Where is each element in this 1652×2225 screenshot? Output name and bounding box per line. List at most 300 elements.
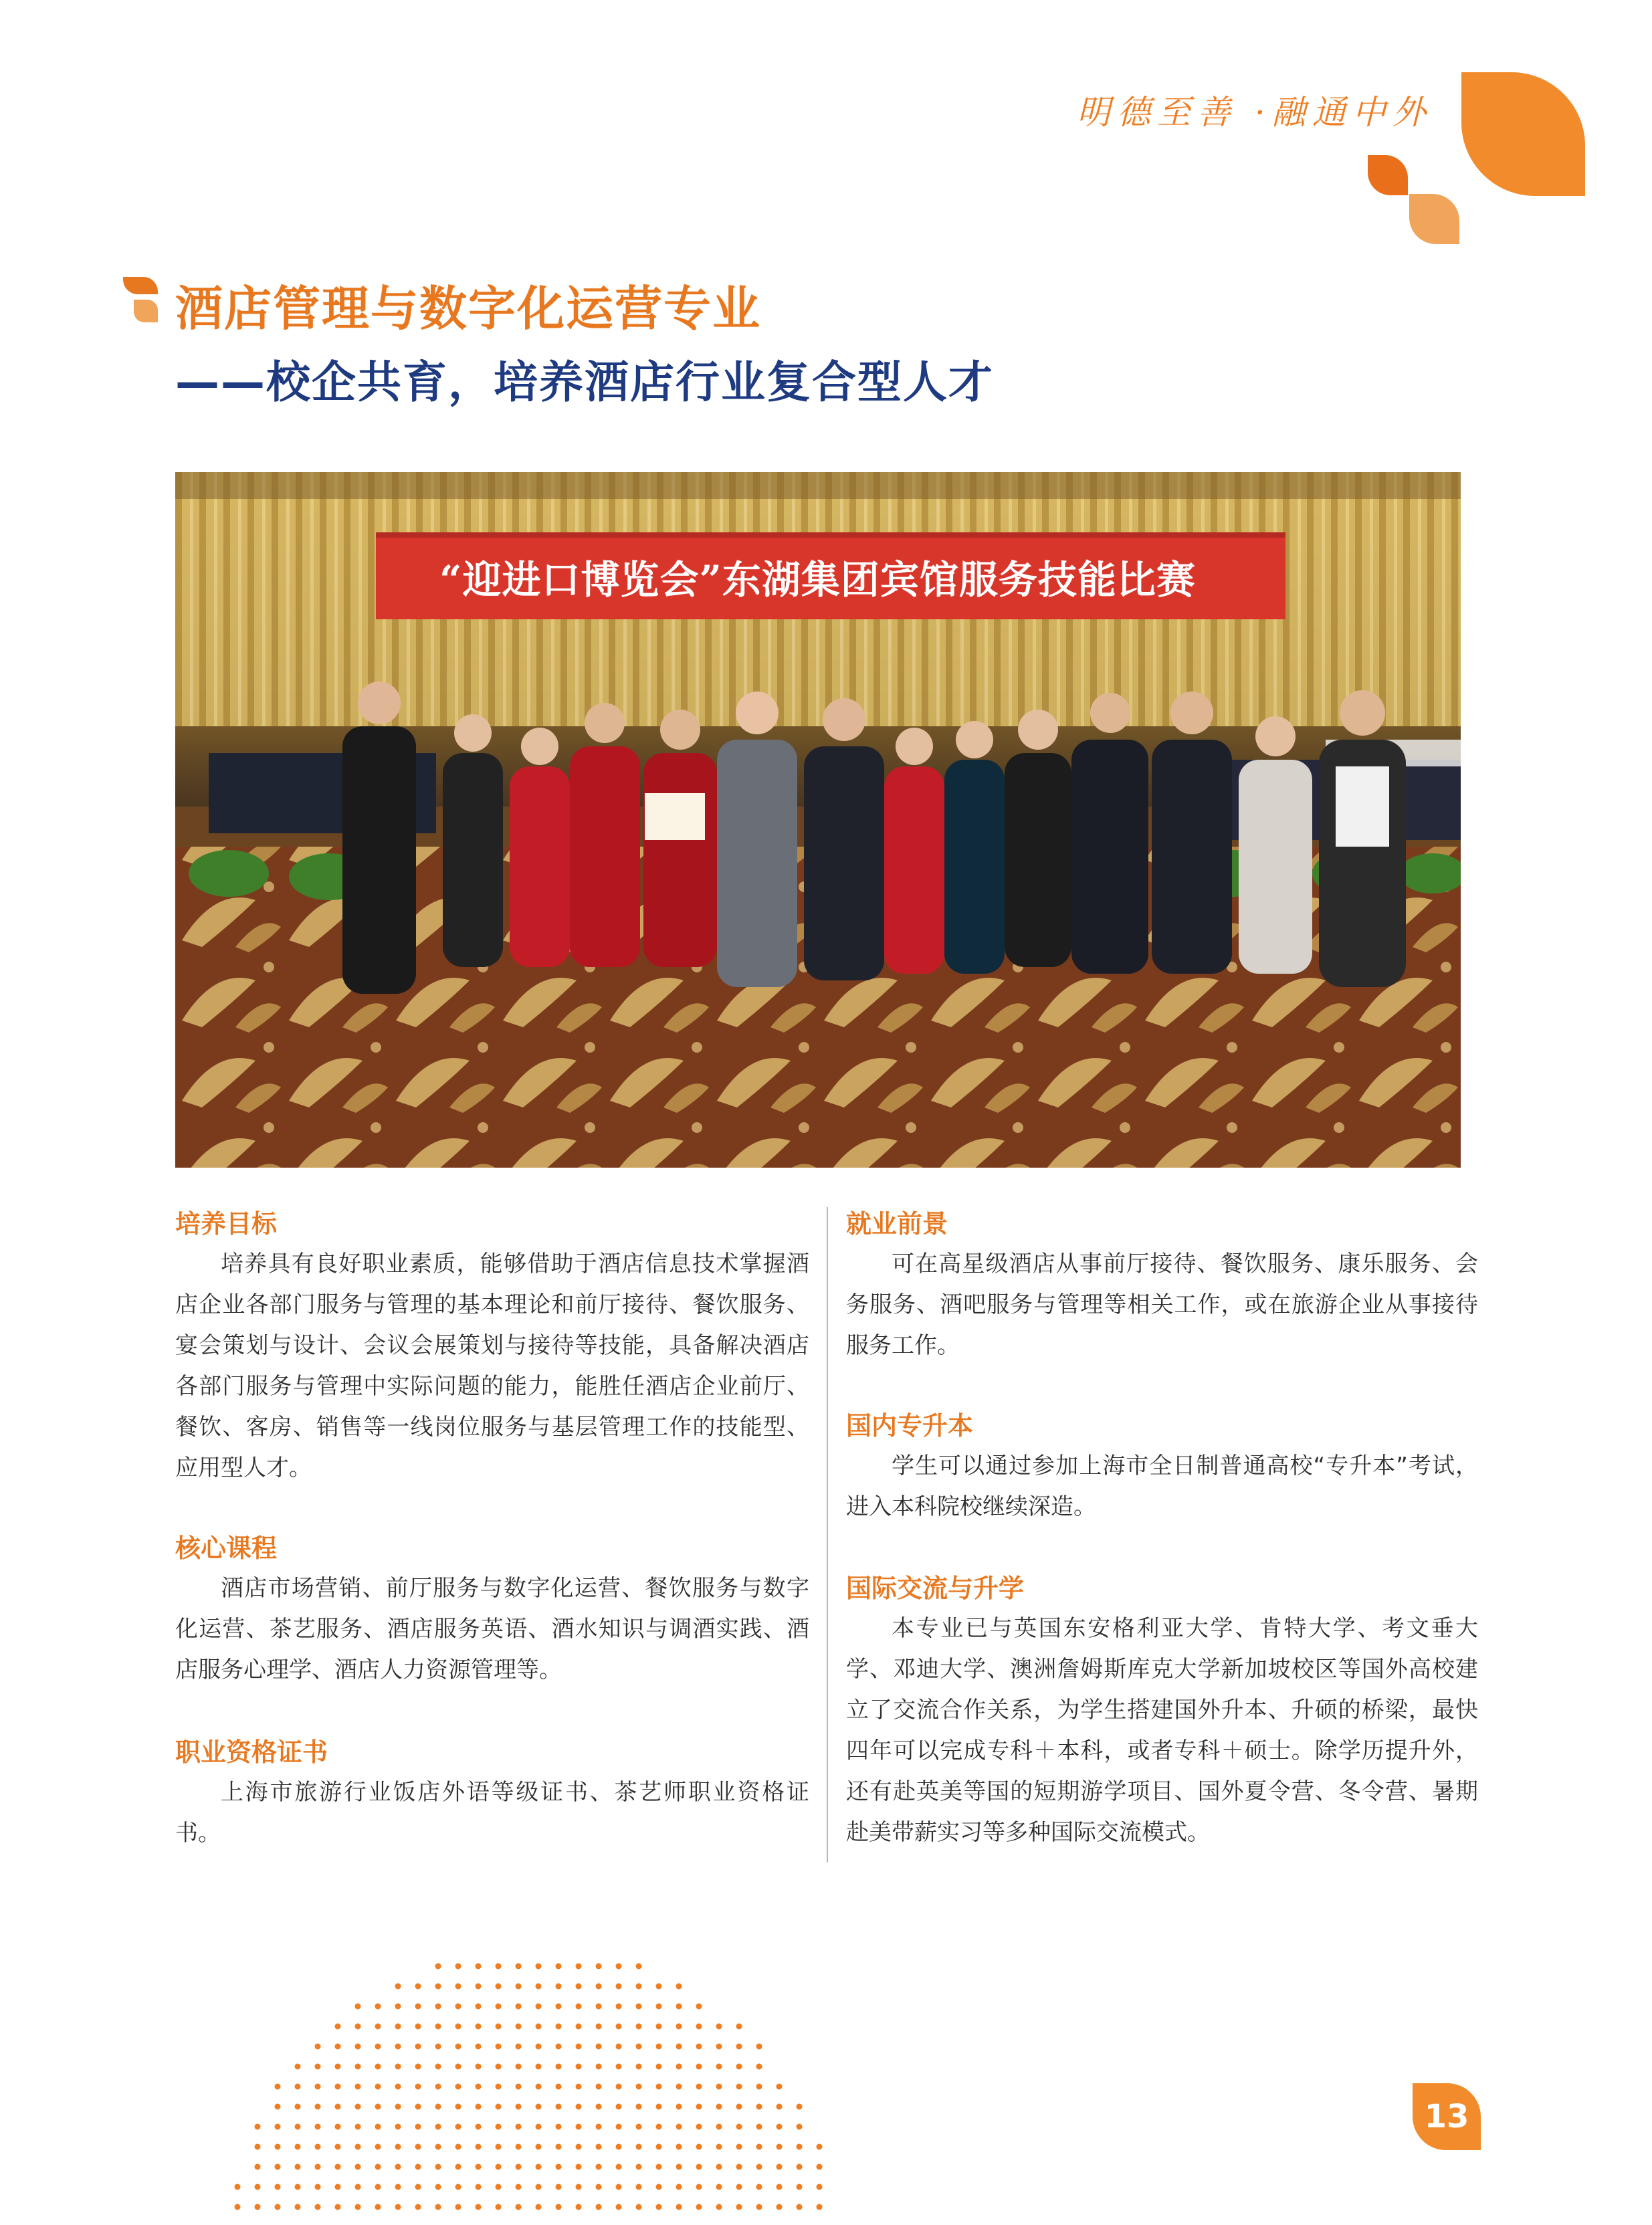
decorative-dot <box>476 2084 482 2090</box>
decorative-dot <box>375 2144 381 2150</box>
decorative-dot <box>556 2184 562 2190</box>
decorative-dot <box>395 2024 401 2030</box>
decorative-dot <box>616 2184 622 2190</box>
decorative-dot <box>656 2104 662 2110</box>
decorative-dot <box>476 2144 482 2150</box>
decorative-dot <box>536 1964 542 1970</box>
decorative-dot <box>576 2064 582 2070</box>
decorative-dot <box>516 2184 522 2190</box>
decorative-dot <box>536 2024 542 2030</box>
decorative-dot <box>756 2144 762 2150</box>
decorative-dot <box>636 2044 642 2050</box>
decorative-dot <box>435 2184 441 2190</box>
decorative-dot <box>415 2124 421 2130</box>
decorative-dot <box>476 1984 482 1990</box>
decorative-dot <box>756 2104 762 2110</box>
decorative-dot <box>395 2004 401 2010</box>
decorative-dot <box>496 2064 502 2070</box>
decorative-dot <box>756 2084 762 2090</box>
decorative-dot <box>395 1984 401 1990</box>
decorative-dot <box>415 2144 421 2150</box>
decorative-dot <box>455 2144 461 2150</box>
decorative-dot <box>295 2144 301 2150</box>
decorative-dot <box>415 2044 421 2050</box>
decorative-dot <box>476 2184 482 2190</box>
decorative-dot <box>656 2084 662 2090</box>
decorative-dot <box>536 2124 542 2130</box>
decorative-dot <box>556 2044 562 2050</box>
section-heading: 国际交流与升学 <box>846 1574 1025 1603</box>
section-training-goal <box>175 1204 809 1489</box>
decorative-dot <box>817 2144 823 2150</box>
decorative-dot <box>716 2124 722 2130</box>
decorative-dot <box>455 2004 461 2010</box>
decorative-dot <box>435 2064 441 2070</box>
decorative-dot <box>395 2044 401 2050</box>
decorative-dot <box>455 2064 461 2070</box>
decorative-dot <box>496 2164 502 2170</box>
decorative-dot <box>496 2124 502 2130</box>
decorative-dot <box>275 2104 281 2110</box>
decorative-dot <box>335 2144 341 2150</box>
decorative-dot <box>636 2104 642 2110</box>
decorative-dot <box>696 2144 702 2150</box>
decorative-dot <box>596 2204 602 2210</box>
decorative-dot <box>777 2144 783 2150</box>
decorative-dot <box>255 2124 261 2130</box>
decorative-dot <box>516 2044 522 2050</box>
decorative-dot <box>496 2004 502 2010</box>
decorative-dot <box>636 2024 642 2030</box>
decorative-dot <box>415 1984 421 1990</box>
decorative-dot <box>636 2004 642 2010</box>
decorative-dot <box>235 2184 241 2190</box>
decorative-dot <box>596 2104 602 2110</box>
decorative-dot <box>817 2184 823 2190</box>
section-heading: 国内专升本 <box>846 1411 974 1441</box>
decorative-dot <box>355 2044 361 2050</box>
decorative-dot <box>435 2004 441 2010</box>
decorative-dot <box>656 2004 662 2010</box>
decorative-dot <box>476 2204 482 2210</box>
decorative-dot <box>616 2004 622 2010</box>
decorative-dot <box>516 2164 522 2170</box>
decorative-dot <box>415 2184 421 2190</box>
decorative-dot <box>496 2024 502 2030</box>
decorative-dot <box>636 2144 642 2150</box>
decorative-dot <box>676 2144 682 2150</box>
decorative-dot <box>395 2124 401 2130</box>
decorative-dot <box>797 2104 803 2110</box>
decorative-dot <box>375 2084 381 2090</box>
decorative-dot <box>676 2164 682 2170</box>
decorative-dot <box>716 2024 722 2030</box>
decorative-dot <box>676 2104 682 2110</box>
decorative-dot <box>516 1984 522 1990</box>
decorative-dot <box>516 2004 522 2010</box>
decorative-dot <box>496 2084 502 2090</box>
decorative-dot <box>576 2164 582 2170</box>
decorative-dot <box>496 2104 502 2110</box>
section-body: 本专业已与英国东安格利亚大学、肯特大学、考文垂大学、邓迪大学、澳洲詹姆斯库克大学新加坡校区等国外高校建立了交流合作关系，为学生搭建国外升本、升硕的桥梁，最快四年可以完成专科＋本科，或者专科＋硕士。除学历提升外，还有赴英美等国的短期游学项目、国外夏令营、冬令营、暑期赴美带薪实习等多种国际交流模式。 <box>846 1615 1478 1846</box>
decorative-dot <box>496 2144 502 2150</box>
decorative-dot <box>536 2104 542 2110</box>
section-heading: 就业前景 <box>846 1209 948 1239</box>
decorative-dot <box>355 2024 361 2030</box>
decorative-dot <box>596 2044 602 2050</box>
decorative-dot <box>536 1984 542 1990</box>
decorative-dot <box>235 2204 241 2210</box>
decorative-dot <box>375 2004 381 2010</box>
decorative-dot <box>355 2164 361 2170</box>
decorative-dot <box>395 2084 401 2090</box>
decorative-dot <box>556 2104 562 2110</box>
decorative-dot <box>415 2104 421 2110</box>
decorative-dot <box>335 2084 341 2090</box>
decorative-dot <box>696 2024 702 2030</box>
decorative-dot <box>817 2164 823 2170</box>
decorative-dot <box>736 2144 742 2150</box>
decorative-dot <box>516 2064 522 2070</box>
section-body: 酒店市场营销、前厅服务与数字化运营、餐饮服务与数字化运营、茶艺服务、酒店服务英语、酒水知识与调酒实践、酒店服务心理学、酒店人力资源管理等。 <box>175 1575 809 1683</box>
page-title: 酒店管理与数字化运营专业 <box>175 281 762 336</box>
decorative-dot <box>596 2084 602 2090</box>
decorative-dot <box>817 2204 823 2210</box>
decorative-dot <box>797 2184 803 2190</box>
decorative-dot <box>275 2164 281 2170</box>
decorative-dot <box>676 2064 682 2070</box>
section-domestic-upgrade <box>846 1406 1478 1527</box>
decorative-dot <box>315 2144 321 2150</box>
decorative-dot <box>455 2104 461 2110</box>
decorative-dot <box>556 2004 562 2010</box>
decorative-dot <box>415 2084 421 2090</box>
decorative-dot <box>656 2064 662 2070</box>
decorative-dot <box>435 1964 441 1970</box>
decorative-dot <box>255 2164 261 2170</box>
decorative-dot <box>636 2124 642 2130</box>
decorative-dot <box>676 2124 682 2130</box>
decorative-dot <box>777 2164 783 2170</box>
decorative-dot <box>696 2064 702 2070</box>
decorative-dot <box>295 2204 301 2210</box>
decorative-dot <box>315 2044 321 2050</box>
decorative-dot <box>355 2204 361 2210</box>
decorative-dot <box>355 2124 361 2130</box>
decorative-dot <box>797 2204 803 2210</box>
decorative-dot <box>395 2104 401 2110</box>
decorative-dot <box>716 2144 722 2150</box>
decorative-dot <box>255 2204 261 2210</box>
decorative-dot <box>696 2084 702 2090</box>
decorative-dot <box>797 2124 803 2130</box>
decorative-dot <box>576 2124 582 2130</box>
decorative-dot <box>576 2024 582 2030</box>
decorative-dot <box>375 2104 381 2110</box>
decorative-dot <box>476 2104 482 2110</box>
decorative-dot <box>736 2164 742 2170</box>
decorative-dot <box>556 2164 562 2170</box>
section-heading: 培养目标 <box>175 1209 278 1239</box>
decorative-dot <box>355 2104 361 2110</box>
decorative-dot <box>395 2204 401 2210</box>
decorative-dot <box>315 2204 321 2210</box>
decorative-dot <box>275 2084 281 2090</box>
decorative-dot <box>516 2084 522 2090</box>
decorative-dot <box>476 2004 482 2010</box>
decorative-dot <box>576 2104 582 2110</box>
decorative-dot <box>476 2064 482 2070</box>
decorative-dot <box>676 2084 682 2090</box>
section-core-courses <box>175 1528 809 1691</box>
decorative-dot <box>536 2064 542 2070</box>
decorative-dot <box>676 1984 682 1990</box>
decorative-dot <box>656 2184 662 2190</box>
decorative-dot <box>415 2024 421 2030</box>
decorative-dot <box>275 2184 281 2190</box>
page-subtitle: ——校企共育，培养酒店行业复合型人才 <box>175 356 994 408</box>
decorative-dot <box>275 2124 281 2130</box>
decorative-dot <box>636 2064 642 2070</box>
decorative-dot <box>255 2144 261 2150</box>
decorative-dot <box>496 2044 502 2050</box>
decorative-leaf-medium <box>1409 194 1459 244</box>
section-body: 培养具有良好职业素质，能够借助于酒店信息技术掌握酒店企业各部门服务与管理的基本理论和前厅接待、餐饮服务、宴会策划与设计、会议会展策划与接待等技能，具备解决酒店各部门服务与管理中实际问题的能力，能胜任酒店企业前厅、餐饮、客房、销售等一线岗位服务与基层管理工作的技能型、应用型人才。 <box>175 1251 809 1481</box>
section-body: 上海市旅游行业饭店外语等级证书、茶艺师职业资格证书。 <box>175 1779 809 1846</box>
decorative-dot <box>576 2004 582 2010</box>
decorative-dot <box>596 2024 602 2030</box>
decorative-dot <box>696 2124 702 2130</box>
decorative-dot <box>516 1964 522 1970</box>
decorative-dot <box>616 1964 622 1970</box>
decorative-dot <box>335 2064 341 2070</box>
decorative-dot <box>375 2044 381 2050</box>
decorative-dot <box>435 2044 441 2050</box>
decorative-dot <box>696 2184 702 2190</box>
decorative-dot <box>736 2064 742 2070</box>
decorative-dot <box>415 2204 421 2210</box>
photo-banner-text: “迎进口博览会”东湖集团宾馆服务技能比赛 <box>439 557 1196 603</box>
decorative-dot <box>736 2044 742 2050</box>
decorative-dot <box>496 1984 502 1990</box>
decorative-dot <box>636 1964 642 1970</box>
decorative-dot <box>496 2184 502 2190</box>
decorative-dot <box>455 2044 461 2050</box>
decorative-dot <box>295 2124 301 2130</box>
decorative-dot <box>536 2184 542 2190</box>
decorative-dot <box>616 2024 622 2030</box>
decorative-dot <box>556 2144 562 2150</box>
decorative-dot <box>255 2184 261 2190</box>
decorative-dot <box>596 2144 602 2150</box>
section-certificates <box>175 1732 809 1854</box>
decorative-dot <box>797 2144 803 2150</box>
decorative-dot <box>616 2124 622 2130</box>
section-international <box>846 1568 1478 1853</box>
decorative-dot <box>355 2064 361 2070</box>
section-heading: 核心课程 <box>175 1533 278 1563</box>
decorative-dot <box>596 2184 602 2190</box>
decorative-dot <box>455 1964 461 1970</box>
decorative-dot <box>435 2164 441 2170</box>
decorative-dot <box>395 2164 401 2170</box>
decorative-dot <box>455 1984 461 1990</box>
decorative-dot <box>375 2024 381 2030</box>
decorative-dot <box>536 2204 542 2210</box>
decorative-dot <box>516 2024 522 2030</box>
decorative-dot <box>576 2144 582 2150</box>
decorative-dot <box>355 2004 361 2010</box>
decorative-dot <box>516 2104 522 2110</box>
decorative-dot <box>315 2164 321 2170</box>
decorative-dot <box>496 2204 502 2210</box>
decorative-dot <box>556 2024 562 2030</box>
decorative-dot <box>676 2004 682 2010</box>
decorative-dot <box>736 2184 742 2190</box>
decorative-dot <box>455 2124 461 2130</box>
decorative-dot <box>295 2064 301 2070</box>
decorative-dot <box>455 2024 461 2030</box>
decorative-dot <box>656 2124 662 2130</box>
decorative-dot <box>756 2204 762 2210</box>
decorative-dot <box>415 2064 421 2070</box>
decorative-dot <box>375 2204 381 2210</box>
decorative-dot <box>315 2184 321 2190</box>
decorative-dot <box>536 2144 542 2150</box>
decorative-dot <box>616 2064 622 2070</box>
decorative-dot <box>596 2164 602 2170</box>
dotted-circle-decoration <box>214 1839 856 2225</box>
decorative-dot <box>375 2064 381 2070</box>
decorative-dot <box>315 2084 321 2090</box>
decorative-dot <box>777 2084 783 2090</box>
decorative-dot <box>335 2024 341 2030</box>
decorative-dot <box>476 2024 482 2030</box>
decorative-dot <box>756 2044 762 2050</box>
decorative-dot <box>395 2144 401 2150</box>
decorative-dot <box>536 2044 542 2050</box>
decorative-dot <box>335 2124 341 2130</box>
decorative-dot <box>636 2204 642 2210</box>
decorative-dot <box>756 2064 762 2070</box>
decorative-dot <box>656 2204 662 2210</box>
decorative-dot <box>616 2164 622 2170</box>
section-body: 学生可以通过参加上海市全日制普通高校“专升本”考试，进入本科院校继续深造。 <box>846 1453 1478 1520</box>
decorative-dot <box>476 2164 482 2170</box>
decorative-dot <box>797 2164 803 2170</box>
decorative-dot <box>616 2044 622 2050</box>
decorative-leaf-large <box>1461 72 1585 196</box>
decorative-dot <box>616 2104 622 2110</box>
decorative-dot <box>596 1984 602 1990</box>
decorative-dot <box>455 2084 461 2090</box>
decorative-dot <box>435 2124 441 2130</box>
decorative-dot <box>355 2144 361 2150</box>
decorative-dot <box>576 2184 582 2190</box>
decorative-dot <box>395 2184 401 2190</box>
decorative-dot <box>295 2104 301 2110</box>
decorative-dot <box>516 2204 522 2210</box>
decorative-dot <box>455 2204 461 2210</box>
decorative-dot <box>616 1984 622 1990</box>
decorative-dot <box>616 2144 622 2150</box>
decorative-dot <box>355 2084 361 2090</box>
decorative-dot <box>676 2184 682 2190</box>
decorative-dot <box>435 2084 441 2090</box>
decorative-dot <box>736 2204 742 2210</box>
decorative-dot <box>596 2124 602 2130</box>
decorative-dot <box>736 2024 742 2030</box>
decorative-dot <box>696 2004 702 2010</box>
decorative-dot <box>636 1984 642 1990</box>
decorative-dot <box>516 2144 522 2150</box>
decorative-leaf-small <box>1368 155 1408 195</box>
decorative-dot <box>476 2044 482 2050</box>
decorative-dot <box>295 2184 301 2190</box>
decorative-dot <box>756 2164 762 2170</box>
decorative-dot <box>295 2084 301 2090</box>
decorative-dot <box>335 2204 341 2210</box>
decorative-dot <box>716 2184 722 2190</box>
decorative-dot <box>716 2104 722 2110</box>
decorative-dot <box>596 2064 602 2070</box>
decorative-dot <box>435 1984 441 1990</box>
decorative-dot <box>596 1964 602 1970</box>
decorative-dot <box>435 2104 441 2110</box>
decorative-dot <box>576 2084 582 2090</box>
decorative-dot <box>576 2204 582 2210</box>
decorative-dot <box>275 2144 281 2150</box>
decorative-dot <box>777 2104 783 2110</box>
decorative-dot <box>716 2164 722 2170</box>
decorative-dot <box>756 2124 762 2130</box>
section-employment <box>846 1204 1478 1366</box>
decorative-dot <box>716 2044 722 2050</box>
decorative-dot <box>536 2004 542 2010</box>
page-number: 13 <box>1413 2083 1481 2150</box>
title-leaf-icon <box>120 274 161 325</box>
decorative-dot <box>355 2184 361 2190</box>
decorative-dot <box>536 2164 542 2170</box>
decorative-dot <box>315 2124 321 2130</box>
decorative-dot <box>335 2104 341 2110</box>
decorative-dot <box>656 2024 662 2030</box>
decorative-dot <box>556 1964 562 1970</box>
decorative-dot <box>556 1984 562 1990</box>
decorative-dot <box>455 2184 461 2190</box>
decorative-dot <box>696 2204 702 2210</box>
decorative-dot <box>476 2124 482 2130</box>
decorative-dot <box>576 1984 582 1990</box>
section-body: 可在高星级酒店从事前厅接待、餐饮服务、康乐服务、会务服务、酒吧服务与管理等相关工作，或在旅游企业从事接待服务工作。 <box>846 1251 1478 1359</box>
decorative-dot <box>275 2204 281 2210</box>
decorative-dot <box>576 1964 582 1970</box>
decorative-dot <box>315 2104 321 2110</box>
decorative-dot <box>676 2204 682 2210</box>
decorative-dot <box>716 2204 722 2210</box>
decorative-dot <box>315 2064 321 2070</box>
decorative-dot <box>736 2084 742 2090</box>
decorative-dot <box>696 2104 702 2110</box>
decorative-dot <box>556 2204 562 2210</box>
decorative-dot <box>756 2184 762 2190</box>
decorative-dot <box>435 2024 441 2030</box>
column-divider <box>827 1207 828 1863</box>
section-heading: 职业资格证书 <box>175 1737 328 1767</box>
decorative-dot <box>476 1964 482 1970</box>
decorative-dot <box>455 2164 461 2170</box>
decorative-dot <box>656 2144 662 2150</box>
